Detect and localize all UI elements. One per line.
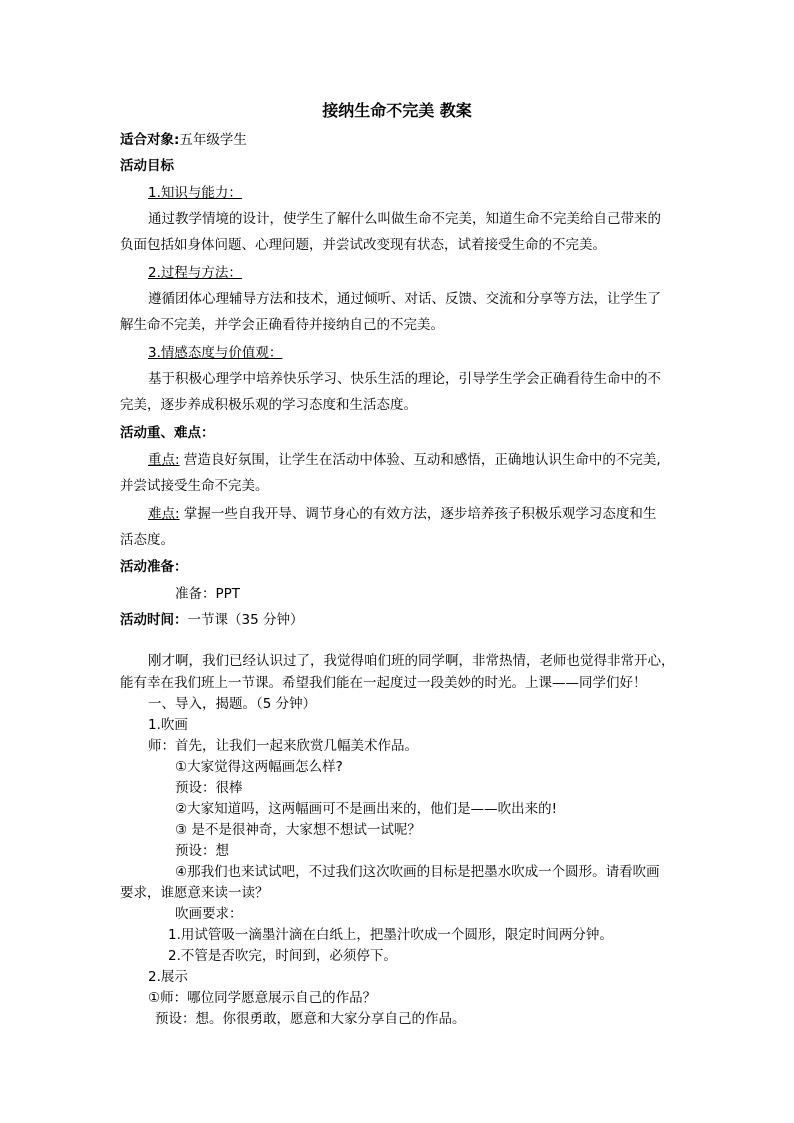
section1-heading: 一、导入，揭题。（5 分钟） — [148, 696, 317, 712]
target-value: 五年级学生 — [179, 132, 247, 148]
key-point-label: 重点: — [148, 452, 180, 468]
goal2-heading: 2.过程与方法： — [148, 265, 242, 281]
difficulty-line2: 活态度。 — [120, 532, 174, 548]
goal1-line1: 通过教学情境的设计，使学生了解什么叫做生命不完美，知道生命不完美给自己带来的 — [148, 211, 661, 227]
intro-line1: 刚才啊，我们已经认识过了，我觉得咱们班的同学啊，非常热情，老师也觉得非常开心， — [148, 653, 675, 669]
teacher-line2: ①师：哪位同学愿意展示自己的作品？ — [148, 990, 377, 1006]
document-title: 接纳生命不完美 教案 — [322, 101, 472, 120]
intro-line2: 能有幸在我们班上一节课。希望我们能在一起度过一段美妙的时光。上课——同学们好！ — [120, 675, 647, 691]
keys-heading: 活动重、难点： — [120, 425, 215, 441]
section1-item1: 1.吹画 — [148, 717, 188, 733]
preset3: 预设：想。你很勇敢，愿意和大家分享自己的作品。 — [155, 1011, 466, 1027]
key-point-line1 — [148, 451, 661, 469]
teacher-line1: 师：首先，让我们一起来欣赏几幅美术作品。 — [148, 738, 418, 754]
difficulty-text: 掌握一些自我开导、调节身心的有效方法，逐步培养孩子积极乐观学习态度和生 — [179, 506, 657, 522]
preset2: 预设：想 — [175, 843, 229, 859]
key-point-line2: 并尝试接受生命不完美。 — [120, 478, 269, 494]
time-value: 一节课（35 分钟） — [187, 612, 304, 628]
goal3-line2: 完美，逐步养成积极乐观的学习态度和生活态度。 — [120, 397, 417, 413]
prep-heading: 活动准备： — [120, 559, 188, 575]
key-point-text: 营造良好氛围，让学生在活动中体验、互动和感悟，正确地认识生命中的不完美, — [179, 452, 661, 468]
goal3-line1: 基于积极心理学中培养快乐学习、快乐生活的理论，引导学生学会正确看待生命中的不 — [148, 371, 661, 387]
time-label: 活动时间： — [120, 612, 188, 628]
requirement2: 2.不管是否吹完，时间到，必须停下。 — [168, 948, 397, 964]
requirement1: 1.用试管吸一滴墨汁滴在白纸上，把墨汁吹成一个圆形，限定时间两分钟。 — [168, 927, 613, 943]
question3: ③ 是不是很神奇，大家想不想试一试呢？ — [175, 822, 421, 838]
question4-line1: ④那我们也来试试吧，不过我们这次吹画的目标是把墨水吹成一个圆形。请看吹画 — [175, 864, 660, 880]
question1: ①大家觉得这两幅画怎么样? — [175, 759, 343, 775]
target-label: 适合对象: — [120, 132, 180, 148]
target-line — [120, 131, 247, 149]
goal1-heading: 1.知识与能力： — [148, 185, 242, 201]
requirements-heading: 吹画要求： — [175, 906, 243, 922]
goals-heading: 活动目标 — [120, 158, 174, 174]
preset1: 预设：很棒 — [175, 780, 243, 796]
question4-line2: 要求，谁愿意来读一读？ — [120, 885, 269, 901]
goal1-line2: 负面包括如身体问题、心理问题，并尝试改变现有状态，试着接受生命的不完美。 — [120, 237, 606, 253]
goal2-line2: 解生命不完美，并学会正确看待并接纳自己的不完美。 — [120, 317, 444, 333]
time-line — [120, 611, 303, 629]
difficulty-line1 — [148, 505, 656, 523]
question2: ②大家知道吗，这两幅画可不是画出来的，他们是——吹出来的! — [175, 801, 558, 817]
prep-value: 准备：PPT — [175, 586, 241, 602]
goal3-heading: 3.情感态度与价值观： — [148, 345, 283, 361]
section1-item2: 2.展示 — [148, 969, 188, 985]
goal2-line1: 遵循团体心理辅导方法和技术，通过倾听、对话、反馈、交流和分享等方法，让学生了 — [148, 291, 661, 307]
difficulty-label: 难点: — [148, 506, 180, 522]
